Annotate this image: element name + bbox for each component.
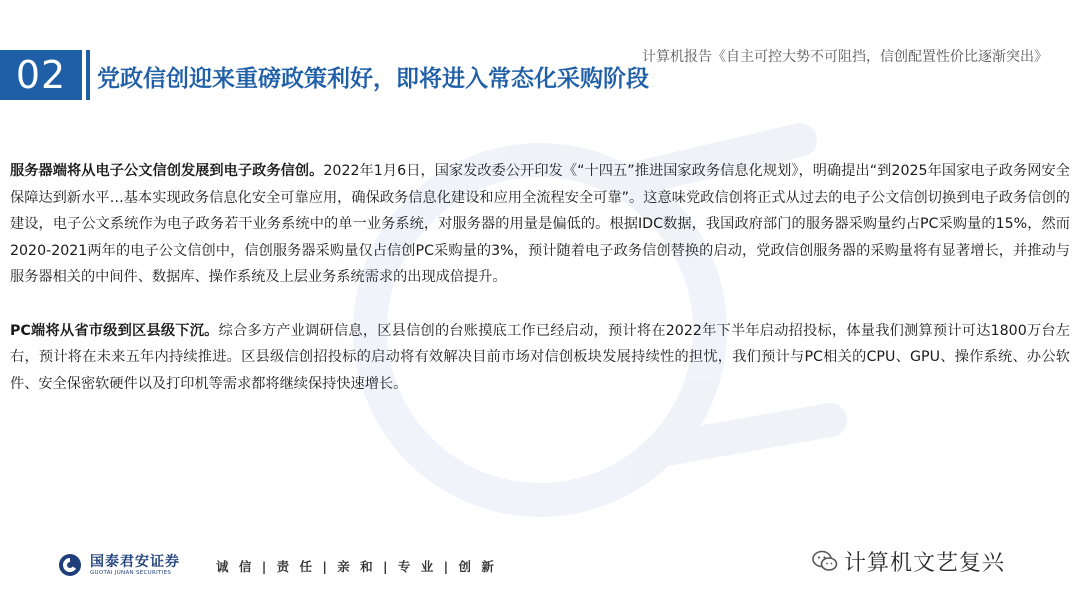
logo-name: 国泰君安证券: [90, 553, 180, 570]
paragraph-pc: [10, 318, 1070, 398]
guotai-junan-logo-icon: [58, 553, 82, 577]
footer-motto: 诚 信 | 责 任 | 亲 和 | 专 业 | 创 新: [216, 559, 497, 574]
section-badge: [0, 50, 82, 100]
body-content: [10, 158, 1070, 397]
wechat-icon: [812, 550, 838, 572]
paragraph-lead: PC端将从省市级到区县级下沉。: [10, 322, 219, 339]
paragraph-text: 2022年1月6日，国家发改委公开印发《“十四五”推进国家政务信息化规划》，明确提出“到2025年国家电子政务网安全保障达到新水平…基本实现政务信息化安全可靠应用，确保政务信息化建设和应用全流程安全可靠”。这意味党政信创将正式从过去的电子公文信创切换到电子政务信创的建设，电子公文系统作为电子政务若干业务系统中的单一业务系统，对服务器的用量是偏低的。根据IDC数据，我国政府部门的服务器采购量约占PC采购量的15%，然而2020-2021两年的电子公文信创中，信创服务器采购量仅占信创PC采购量的3%，预计随着电子政务信创替换的启动，党政信创服务器的采购量将有显著增长，并推动与服务器相关的中间件、数据库、操作系统及上层业务系统需求的出现成倍提升。: [10, 163, 1070, 285]
page-title: 党政信创迎来重磅政策利好，即将进入常态化采购阶段: [97, 66, 649, 92]
paragraph-lead: 服务器端将从电子公文信创发展到电子政务信创。: [10, 163, 324, 179]
wechat-account-tag: [812, 545, 1005, 577]
wechat-account-name: 计算机文艺复兴: [844, 550, 1006, 576]
paragraph-text: 综合多方产业调研信息，区县信创的台账摸底工作已经启动，预计将在2022年下半年启动招投标，体量我们测算预计可达1800万台左右，预计将在未来五年内持续推进。区县级信创招投标的启动将有效解决目前市场对信创板块发展持续性的担忧，我们预计与PC相关的CPU、GPU、操作系统、办公软件、安全保密软硬件以及打印机等需求都将继续保持快速增长。: [10, 322, 1070, 392]
report-subtitle: 计算机报告《自主可控大势不可阻挡，信创配置性价比逐渐突出》: [642, 49, 1048, 65]
brand-logo: [58, 552, 180, 578]
header: [0, 0, 1080, 110]
section-divider: [86, 50, 90, 100]
paragraph-server: [10, 158, 1070, 291]
section-number: 02: [15, 53, 67, 97]
logo-english-name: GUOTAI JUNAN SECURITIES: [90, 569, 172, 576]
